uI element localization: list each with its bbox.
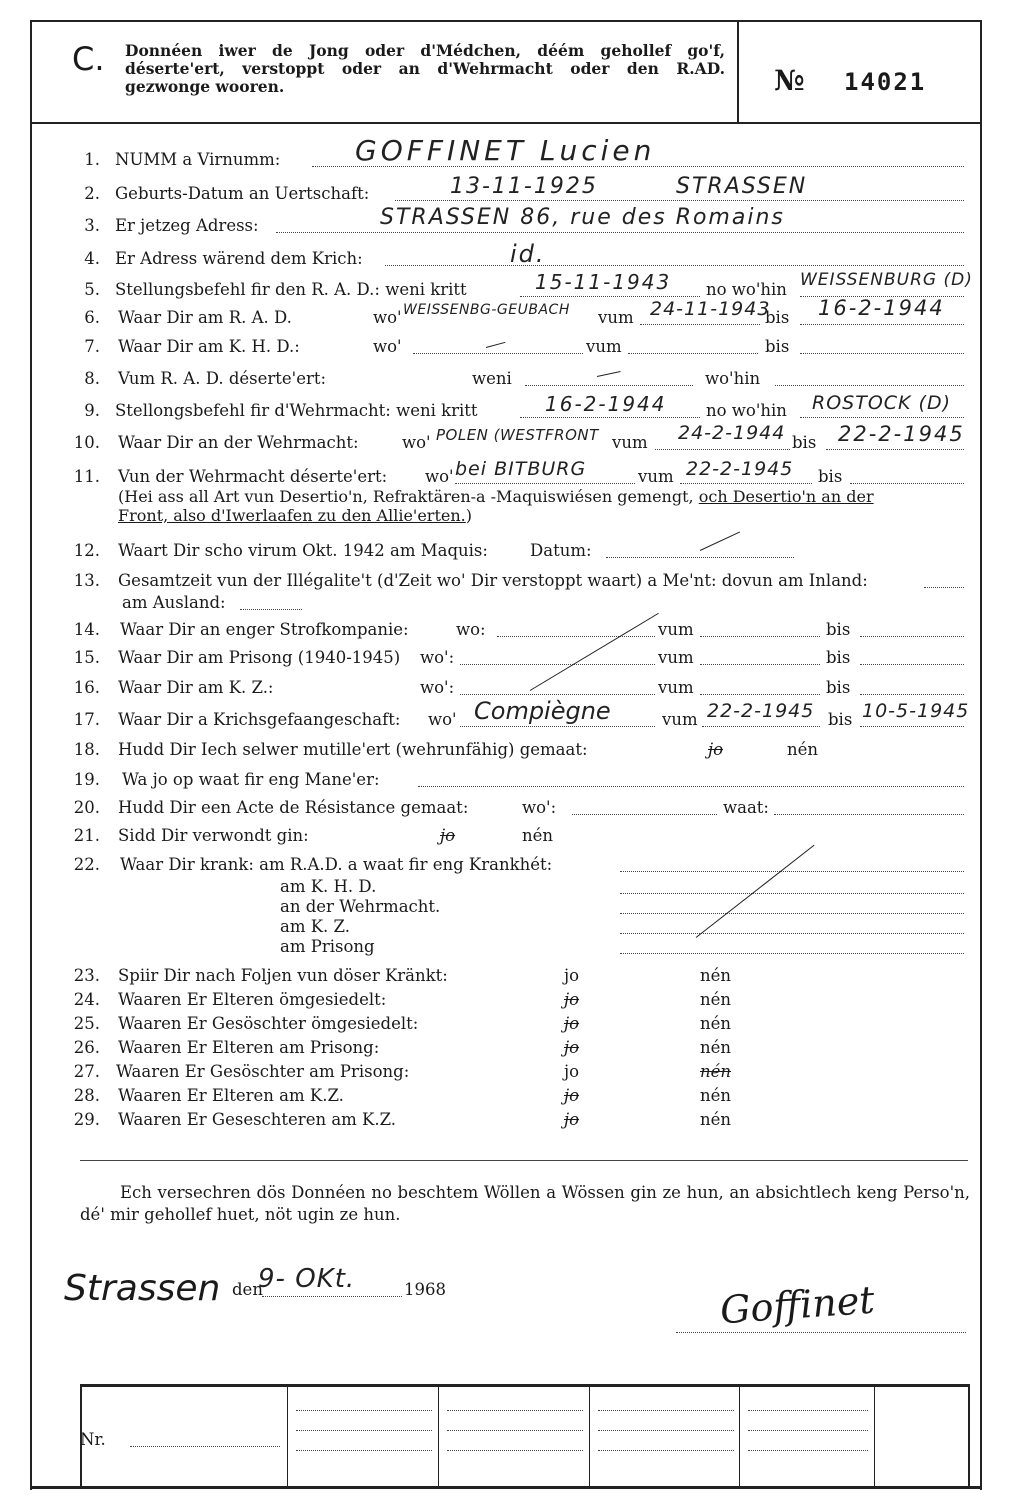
waat-label: waat: — [723, 798, 769, 817]
nen-option[interactable]: nén — [787, 740, 819, 759]
answer-line — [620, 953, 964, 954]
signing-date[interactable]: 9- OKt. — [258, 1264, 356, 1294]
item-number: 27. — [73, 1062, 100, 1081]
item-label: Waar Dir am K. Z.: — [118, 678, 274, 697]
answer-birth-place[interactable]: STRASSEN — [676, 174, 808, 199]
item-label: Waar Dir a Krichsgefaangeschaft: — [118, 710, 401, 729]
answer-line — [620, 893, 964, 894]
number-label: № — [774, 64, 805, 97]
answer-rad-place[interactable]: WEISSENBG-GEUBACH — [403, 302, 570, 318]
answer-line — [525, 385, 693, 386]
office-table-divider — [438, 1384, 439, 1486]
answer-line — [700, 636, 820, 637]
answer-line — [620, 871, 964, 872]
answer-line — [850, 483, 964, 484]
answer-line — [800, 353, 964, 354]
item-label: Spiir Dir nach Foljen vun döser Kränkt: — [118, 966, 448, 985]
answer-line — [800, 324, 964, 325]
answer-line — [655, 449, 790, 450]
vum-label: vum — [598, 308, 634, 327]
jo-option[interactable]: jo — [564, 990, 580, 1009]
sub-label: am K. H. D. — [280, 877, 377, 896]
answer-line — [296, 1410, 432, 1411]
item-number: 11. — [73, 467, 100, 486]
answer-line — [700, 664, 820, 665]
jo-option[interactable]: jo — [564, 1062, 580, 1081]
nen-option[interactable]: nén — [700, 1086, 732, 1105]
answer-line — [130, 1446, 280, 1447]
den-label: den — [232, 1280, 263, 1299]
vum-label: vum — [658, 620, 694, 639]
where-label: no wo'hin — [706, 280, 787, 299]
item-label: Stellungsbefehl fir den R. A. D.: weni kritt — [115, 280, 467, 299]
item-number: 9. — [84, 401, 100, 420]
item-number: 25. — [73, 1014, 100, 1033]
form-number: 14021 — [844, 68, 927, 96]
office-table-right — [968, 1384, 970, 1486]
answer-line — [455, 483, 635, 484]
datum-label: Datum: — [530, 541, 592, 560]
item-number: 15. — [73, 648, 100, 667]
item-number: 13. — [73, 571, 100, 590]
vum-label: vum — [586, 337, 622, 356]
wo-label: wo: — [456, 620, 486, 639]
item-label: Waar Dir an enger Strofkompanie: — [120, 620, 409, 639]
answer-wehrmacht-place[interactable]: POLEN (WESTFRONT — [436, 426, 599, 444]
vum-label: vum — [612, 433, 648, 452]
wo-label: wo': — [420, 648, 455, 667]
bis-label: bis — [828, 710, 853, 729]
jo-option[interactable]: jo — [564, 1086, 580, 1105]
item-label: Er jetzeg Adress: — [115, 216, 259, 235]
item-number: 8. — [84, 369, 100, 388]
office-table-divider — [589, 1384, 590, 1486]
item-label: Vum R. A. D. déserte'ert: — [118, 369, 327, 388]
answer-line — [680, 483, 812, 484]
answer-line — [924, 587, 964, 588]
nen-option[interactable]: nén — [700, 1110, 732, 1129]
office-table-divider — [739, 1384, 740, 1486]
item-label: Geburts-Datum an Uertschaft: — [115, 184, 370, 203]
bis-label: bis — [792, 433, 817, 452]
answer-line — [826, 449, 964, 450]
answer-line — [598, 1410, 734, 1411]
answer-line — [748, 1410, 868, 1411]
office-table-divider — [287, 1384, 288, 1486]
office-table-top — [80, 1384, 970, 1387]
answer-line — [447, 1450, 583, 1451]
vum-label: vum — [658, 648, 694, 667]
item-number: 12. — [73, 541, 100, 560]
answer-address[interactable]: STRASSEN 86, rue des Romains — [380, 205, 785, 230]
wo-label: wo': — [522, 798, 557, 817]
signature-line — [676, 1332, 966, 1333]
jo-option[interactable]: jo — [564, 1014, 580, 1033]
answer-war-address[interactable]: id. — [510, 240, 546, 268]
item-number: 14. — [73, 620, 100, 639]
answer-desertion-date[interactable]: 22-2-1945 — [686, 458, 794, 480]
answer-line — [640, 324, 760, 325]
answer-wehrmacht-to[interactable]: 22-2-1945 — [838, 422, 965, 446]
answer-line — [520, 296, 700, 297]
office-table-bottom — [30, 1486, 982, 1489]
signing-place[interactable]: Strassen — [64, 1268, 221, 1309]
answer-line — [598, 1450, 734, 1451]
jo-option[interactable]: jo — [440, 826, 456, 845]
item-label: Waaren Er Elteren am K.Z. — [118, 1086, 344, 1105]
answer-line — [800, 417, 964, 418]
nen-option[interactable]: nén — [700, 990, 732, 1009]
header-divider — [30, 122, 982, 124]
item-label: Sidd Dir verwondt gin: — [118, 826, 309, 845]
answer-pow-place[interactable]: Compiègne — [474, 697, 611, 725]
item-label: Waart Dir scho virum Okt. 1942 am Maquis: — [118, 541, 488, 560]
declaration-text: Ech versechren dös Donnéen no beschtem Wöllen a Wössen gin ze hun, an absichtlech keng Perso'n, dé' mir gehollef huet, nöt ugin ze hun. — [80, 1183, 970, 1224]
answer-line — [748, 1450, 868, 1451]
item-number: 2. — [84, 184, 100, 203]
wohin-label: wo'hin — [705, 369, 761, 388]
answer-line — [620, 933, 964, 934]
vum-label: vum — [662, 710, 698, 729]
answer-line — [395, 200, 964, 201]
answer-line — [598, 1430, 734, 1431]
signing-year: 1968 — [404, 1280, 446, 1299]
answer-rad-to[interactable]: 16-2-1944 — [818, 296, 945, 320]
answer-line — [572, 814, 717, 815]
desertion-note: (Hei ass all Art vun Desertio'n, Refraktären-a -Maquiswiésen gemengt, och Desertio'n an der Front, also d'Iwerlaafen zu den Allie'erten.) — [118, 487, 874, 525]
item-label-abroad: am Ausland: — [122, 593, 226, 612]
wo-label: wo' — [373, 337, 402, 356]
item-label: Waar Dir am Prisong (1940-1945) — [118, 648, 401, 667]
item-label: Waaren Er Gesöschter am Prisong: — [116, 1062, 410, 1081]
bis-label: bis — [826, 648, 851, 667]
item-number: 29. — [73, 1110, 100, 1129]
answer-line — [620, 913, 964, 914]
sub-label: an der Wehrmacht. — [280, 897, 441, 916]
answer-line — [276, 232, 964, 233]
answer-rad-from[interactable]: 24-11-1943 — [650, 298, 771, 320]
answer-line — [606, 557, 794, 558]
answer-line — [240, 609, 302, 610]
wo-label: wo' — [428, 710, 457, 729]
item-label: Waaren Er Geseschteren am K.Z. — [118, 1110, 397, 1129]
item-label: Wa jo op waat fir eng Mane'er: — [122, 770, 380, 789]
answer-name[interactable]: GOFFINET Lucien — [355, 134, 656, 167]
item-number: 19. — [73, 770, 100, 789]
sub-label: am Prisong — [280, 937, 375, 956]
answer-line — [447, 1430, 583, 1431]
item-number: 4. — [84, 249, 100, 268]
answer-line — [460, 694, 655, 695]
answer-line — [860, 664, 964, 665]
wo-label: wo' — [373, 308, 402, 327]
item-label: Waar Dir an der Wehrmacht: — [118, 433, 359, 452]
item-label: Waaren Er Gesöschter ömgesiedelt: — [118, 1014, 419, 1033]
nen-option[interactable]: nén — [522, 826, 554, 845]
answer-wehrmacht-from[interactable]: 24-2-1944 — [678, 422, 786, 444]
item-label: Waaren Er Elteren ömgesiedelt: — [118, 990, 387, 1009]
item-label: Hudd Dir een Acte de Résistance gemaat: — [118, 798, 469, 817]
bis-label: bis — [826, 620, 851, 639]
item-number: 23. — [73, 966, 100, 985]
answer-line — [460, 664, 655, 665]
answer-line — [296, 1430, 432, 1431]
wo-label: wo' — [402, 433, 431, 452]
answer-line — [447, 1410, 583, 1411]
jo-option[interactable]: jo — [708, 740, 724, 759]
item-label: Waaren Er Elteren am Prisong: — [118, 1038, 380, 1057]
answer-line — [413, 353, 583, 354]
nr-label: Nr. — [80, 1430, 106, 1449]
office-table-divider — [874, 1384, 875, 1486]
header-vertical-divider — [737, 20, 739, 122]
answer-rad-order-date[interactable]: 15-11-1943 — [535, 270, 672, 294]
answer-wehrmacht-order-date[interactable]: 16-2-1944 — [545, 392, 667, 416]
vum-label: vum — [638, 467, 674, 486]
nen-option[interactable]: nén — [700, 1038, 732, 1057]
answer-line — [296, 1450, 432, 1451]
vum-label: vum — [658, 678, 694, 697]
answer-line — [748, 1430, 868, 1431]
item-label: Waar Dir am K. H. D.: — [118, 337, 300, 356]
nen-option[interactable]: nén — [700, 1062, 732, 1081]
item-label: Waar Dir krank: am R.A.D. a waat fir eng Krankhét: — [120, 855, 553, 874]
answer-line — [860, 726, 964, 727]
wo-label: wo': — [420, 678, 455, 697]
answer-line — [460, 726, 655, 727]
item-number: 18. — [73, 740, 100, 759]
answer-wehrmacht-order-place[interactable]: ROSTOCK (D) — [812, 392, 951, 414]
answer-line — [860, 694, 964, 695]
item-label: Waar Dir am R. A. D. — [118, 308, 292, 327]
form-letter: C. — [72, 40, 105, 78]
answer-line — [700, 694, 820, 695]
answer-line — [775, 385, 964, 386]
item-label: Hudd Dir Iech selwer mutille'ert (wehrunfähig) gemaat: — [118, 740, 588, 759]
item-label: Vun der Wehrmacht déserte'ert: — [118, 467, 388, 486]
weni-label: weni — [472, 369, 512, 388]
header-text: Donnéen iwer de Jong oder d'Médchen, déém gehollef go'f, déserte'ert, verstoppt oder an d'Wehrmacht oder den R.AD. gezwonge wooren. — [125, 41, 725, 96]
jo-option[interactable]: jo — [564, 1110, 580, 1129]
item-number: 5. — [84, 280, 100, 299]
answer-rad-order-place[interactable]: WEISSENBURG (D) — [800, 270, 973, 290]
answer-pow-from[interactable]: 22-2-1945 — [707, 700, 815, 722]
item-number: 20. — [73, 798, 100, 817]
bis-label: bis — [818, 467, 843, 486]
answer-line — [860, 636, 964, 637]
signature: Goffinet — [718, 1277, 876, 1333]
answer-birth-date[interactable]: 13-11-1925 — [450, 174, 598, 199]
item-number: 7. — [84, 337, 100, 356]
item-number: 16. — [73, 678, 100, 697]
answer-line — [385, 265, 964, 266]
item-number: 26. — [73, 1038, 100, 1057]
item-label: Gesamtzeit vun der Illégalite't (d'Zeit wo' Dir verstoppt waart) a Me'nt: dovun am Inland: — [118, 571, 868, 590]
answer-line — [702, 726, 820, 727]
item-label: Stellongsbefehl fir d'Wehrmacht: weni kritt — [115, 401, 478, 420]
jo-option[interactable]: jo — [564, 966, 580, 985]
item-number: 1. — [84, 150, 100, 169]
answer-line — [418, 786, 964, 787]
bis-label: bis — [765, 308, 790, 327]
answer-line — [262, 1296, 402, 1297]
bis-label: bis — [765, 337, 790, 356]
item-number: 28. — [73, 1086, 100, 1105]
answer-pow-to[interactable]: 10-5-1945 — [862, 700, 970, 722]
item-number: 3. — [84, 216, 100, 235]
answer-line — [774, 814, 964, 815]
section-divider — [80, 1160, 968, 1161]
nen-option[interactable]: nén — [700, 1014, 732, 1033]
nen-option[interactable]: nén — [700, 966, 732, 985]
answer-line — [628, 353, 758, 354]
item-label: Er Adress wärend dem Krich: — [115, 249, 363, 268]
item-number: 22. — [73, 855, 100, 874]
answer-desertion-place[interactable]: bei BITBURG — [455, 458, 587, 480]
answer-line — [520, 417, 700, 418]
sub-label: am K. Z. — [280, 917, 350, 936]
jo-option[interactable]: jo — [564, 1038, 580, 1057]
answer-line — [497, 636, 655, 637]
where-label: no wo'hin — [706, 401, 787, 420]
item-number: 17. — [73, 710, 100, 729]
item-number: 6. — [84, 308, 100, 327]
item-label: NUMM a Virnumm: — [115, 150, 281, 169]
item-number: 24. — [73, 990, 100, 1009]
item-number: 10. — [73, 433, 100, 452]
wo-label: wo' — [425, 467, 454, 486]
bis-label: bis — [826, 678, 851, 697]
item-number: 21. — [73, 826, 100, 845]
